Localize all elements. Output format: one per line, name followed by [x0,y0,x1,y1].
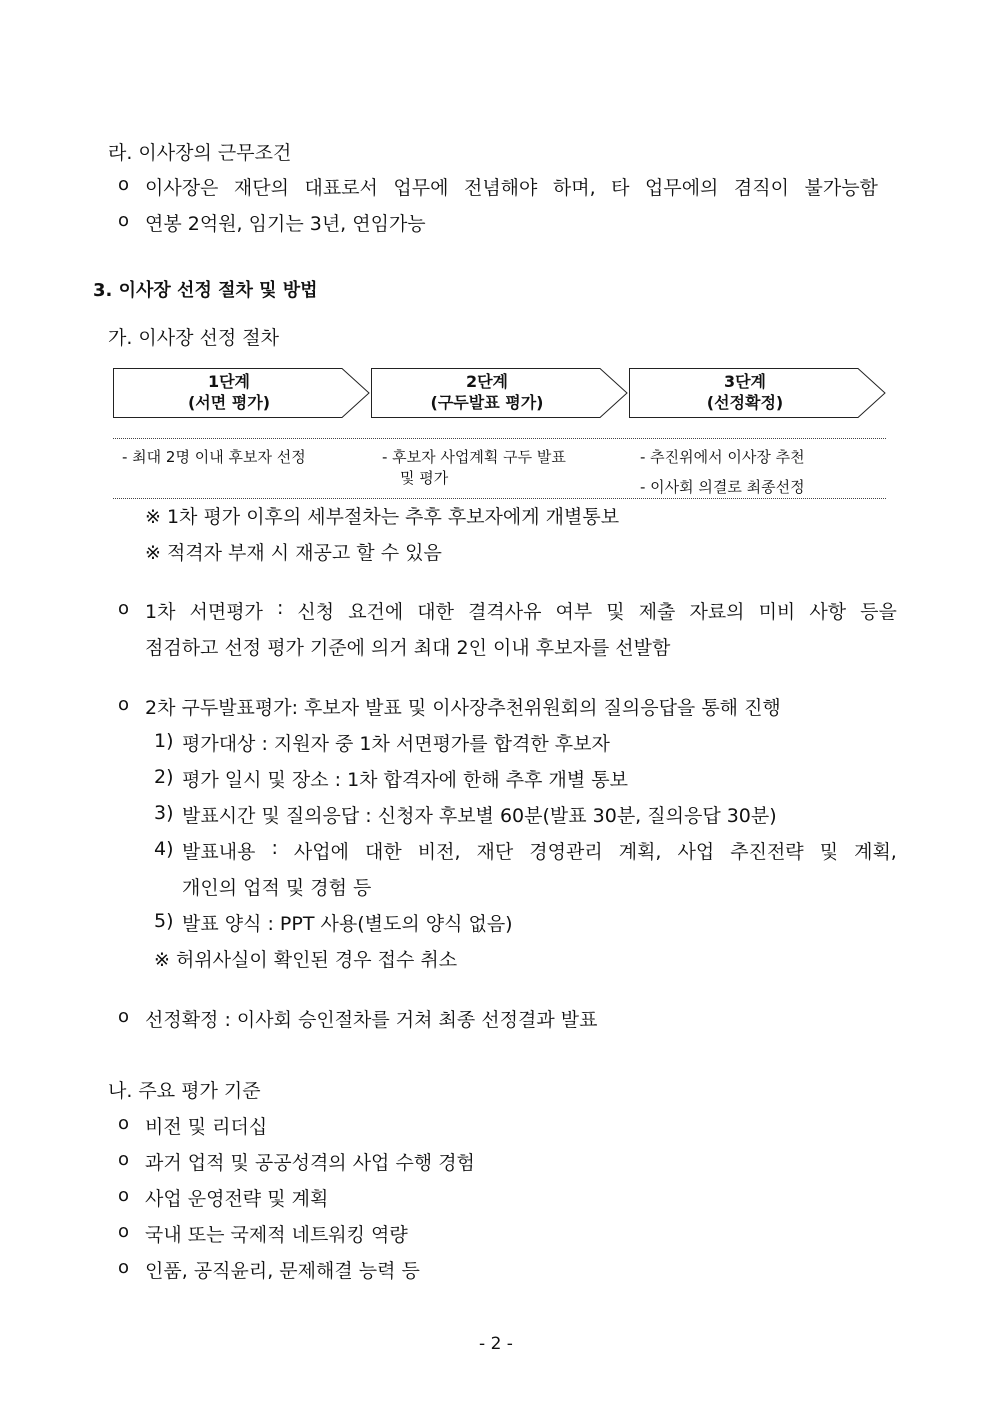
divider-dotted [113,498,886,499]
bullet-icon: o [118,598,130,619]
second-evaluation-line: 2차 구두발표평가: 후보자 발표 및 이사장추천위원회의 질의응답을 통해 진행 [145,697,781,719]
criteria-item: 국내 또는 국제적 네트워킹 역량 [145,1224,408,1246]
list-item: 평가대상 : 지원자 중 1차 서면평가를 합격한 후보자 [182,733,610,755]
bullet-icon: o [118,1257,130,1278]
section-heading-3: 3. 이사장 선정 절차 및 방법 [93,280,318,301]
list-item: 발표내용 : 사업에 대한 비전, 재단 경영관리 계획, 사업 추진전략 및 계획, [182,837,897,863]
list-number: 5) [154,910,174,932]
step-subtitle: (구두발표 평가) [430,393,544,412]
bullet-icon: o [118,1113,130,1134]
first-evaluation-line1: 1차 서면평가 : 신청 요건에 대한 결격사유 여부 및 제출 자료의 미비 사항 등을 [145,597,897,623]
criteria-item: 인품, 공직윤리, 문제해결 능력 등 [145,1260,420,1282]
bullet-icon: o [118,694,130,715]
bullet-icon: o [118,1221,130,1242]
step-3-description-2: - 이사회 의결로 최종선정 [640,478,805,496]
work-condition-item: 이사장은 재단의 대표로서 업무에 전념해야 하며, 타 업무에의 겸직이 불가능함 [145,177,878,199]
section-heading-ra: 라. 이사장의 근무조건 [108,142,292,164]
list-item: 발표시간 및 질의응답 : 신청자 후보별 60분(발표 30분, 질의응답 30분) [182,805,777,827]
bullet-icon: o [118,174,130,195]
step-1-description: - 최대 2명 이내 후보자 선정 [122,448,306,466]
bullet-icon: o [118,210,130,231]
list-number: 1) [154,730,174,752]
step-subtitle: (선정확정) [706,393,784,412]
work-condition-item: 연봉 2억원, 임기는 3년, 연임가능 [145,213,426,235]
criteria-item: 비전 및 리더십 [145,1116,268,1138]
step-title: 2단계 [465,372,509,391]
list-item-continuation: 개인의 업적 및 경험 등 [182,877,372,899]
process-step-2 [371,368,631,418]
page-number: - 2 - [479,1334,513,1354]
note: ※ 허위사실이 확인된 경우 접수 취소 [154,949,458,971]
criteria-item: 사업 운영전략 및 계획 [145,1188,329,1210]
divider-dotted [113,438,886,439]
step-2-description-cont: 및 평가 [400,469,449,487]
subsection-heading-na: 나. 주요 평가 기준 [108,1080,261,1102]
bullet-icon: o [118,1006,130,1027]
step-3-description: - 추진위에서 이사장 추천 [640,448,805,466]
process-step-1 [113,368,373,418]
list-item: 평가 일시 및 장소 : 1차 합격자에 한해 추후 개별 통보 [182,769,628,791]
note: ※ 적격자 부재 시 재공고 할 수 있음 [145,542,442,564]
step-2-description: - 후보자 사업계획 구두 발표 [382,448,566,466]
process-step-3 [629,368,889,418]
step-subtitle: (서면 평가) [187,393,271,412]
note: ※ 1차 평가 이후의 세부절차는 추후 후보자에게 개별통보 [145,506,620,528]
list-number: 2) [154,766,174,788]
subsection-heading-ga: 가. 이사장 선정 절차 [108,327,279,349]
bullet-icon: o [118,1149,130,1170]
step-title: 3단계 [723,372,767,391]
list-item: 발표 양식 : PPT 사용(별도의 양식 없음) [182,913,513,935]
list-number: 4) [154,838,174,860]
first-evaluation-line2: 점검하고 선정 평가 기준에 의거 최대 2인 이내 후보자를 선발함 [145,637,671,659]
bullet-icon: o [118,1185,130,1206]
list-number: 3) [154,802,174,824]
criteria-item: 과거 업적 및 공공성격의 사업 수행 경험 [145,1152,475,1174]
confirmation-line: 선정확정 : 이사회 승인절차를 거쳐 최종 선정결과 발표 [145,1009,598,1031]
step-title: 1단계 [207,372,251,391]
